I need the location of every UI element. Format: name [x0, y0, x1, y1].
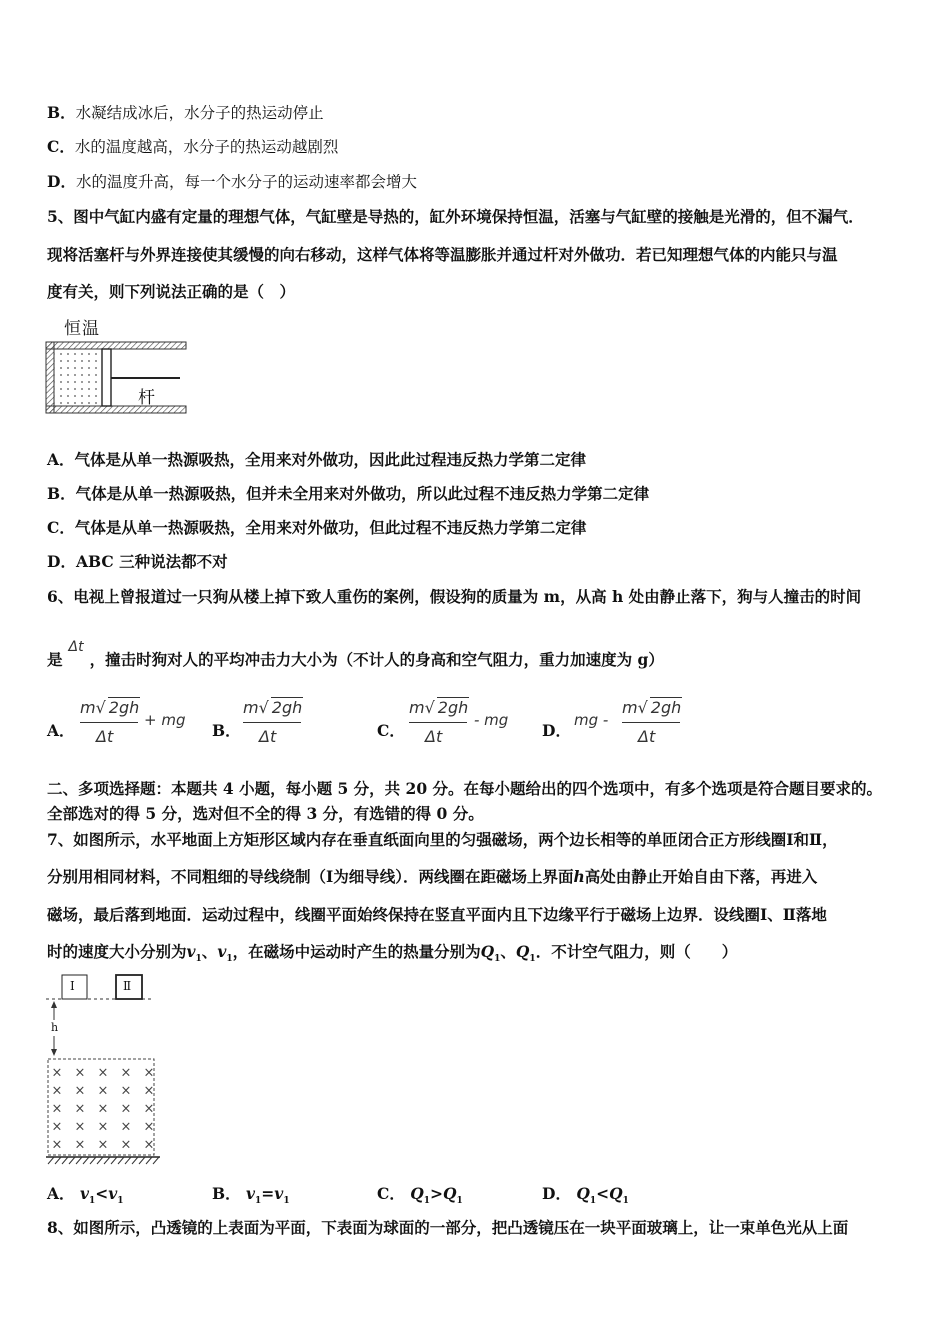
field-crosses [52, 1066, 155, 1153]
q7-option-c [377, 1182, 463, 1206]
option-text: 气体是从单一热源吸热，全用来对外做功，但此过程不违反热力学第二定律 [74, 518, 587, 537]
field-cross: × [143, 1065, 155, 1081]
q6-line2-pre: 是 [47, 650, 63, 669]
ground-hatch-stroke [76, 1157, 82, 1164]
subscript: 1 [255, 1196, 262, 1207]
subscript: 1 [423, 1196, 431, 1207]
option-label: A． [47, 450, 75, 469]
q6-stem-line1: 6、电视上曾报道过一只狗从楼上掉下致人重伤的案例，假设狗的质量为 m，从高 h 处由静止落下，狗与人撞击的时间 [47, 587, 862, 606]
ground-hatch [48, 1157, 159, 1164]
subscript: 1 [195, 954, 202, 965]
label-rod: 杆 [138, 388, 155, 408]
q6-option-a-extra: + mg [144, 711, 186, 729]
q6-option-d-label: D． [542, 721, 571, 740]
q5-option-c [47, 516, 586, 538]
ground-hatch-stroke [62, 1157, 68, 1164]
field-cross: × [143, 1119, 155, 1135]
option-text: 气体是从单一热源吸热，全用来对外做功，因此此过程违反热力学第二定律 [74, 450, 587, 469]
relation: < [95, 1184, 109, 1203]
q7-line4-part-e: ．不计空气阻力，则（ ） [535, 942, 738, 961]
var-q: Q [515, 942, 530, 961]
field-cross: × [120, 1083, 132, 1099]
var-q: Q [480, 942, 495, 961]
denominator: Δt [425, 727, 443, 746]
q7-line4-part-a: 时的速度大小分别为 [47, 942, 187, 961]
gas-region [54, 349, 102, 406]
field-cross: × [120, 1137, 132, 1153]
var-q: Q [609, 1184, 623, 1203]
q5-option-b [47, 482, 649, 504]
q6-stem-line2 [47, 639, 664, 670]
option-label: C． [47, 518, 75, 537]
field-cross: × [74, 1083, 86, 1099]
numerator: m√ 2gh [80, 698, 140, 717]
q7-option-a [47, 1182, 124, 1206]
delta-t: Δt [68, 639, 84, 655]
option-text: 气体是从单一热源吸热，但并未全用来对外做功，所以此过程不违反热力学第二定律 [75, 484, 650, 503]
h-label: h [51, 1021, 59, 1034]
subscript: 1 [117, 1196, 124, 1207]
var-v: v [246, 1184, 256, 1203]
fraction-bar [622, 722, 680, 723]
q7-stem-line2 [47, 865, 817, 887]
option-text: 水凝结成冰后，水分子的热运动停止 [75, 104, 324, 122]
q7-line4-part-c: ，在磁场中运动时产生的热量分别为 [232, 942, 481, 961]
field-cross: × [97, 1137, 109, 1153]
ground-hatch-stroke [153, 1157, 159, 1164]
option-label: D． [47, 172, 76, 191]
field-cross: × [143, 1137, 155, 1153]
option-label: B． [212, 1184, 241, 1203]
denominator: Δt [259, 727, 277, 746]
denominator: Δt [638, 727, 656, 746]
denominator: Δt [96, 727, 114, 746]
fraction-bar [243, 722, 301, 723]
cylinder-top-wall [46, 342, 186, 349]
option-label: C． [377, 1184, 405, 1203]
section2-header-line1: 二、多项选择题：本题共 4 小题，每小题 5 分，共 20 分。在每小题给出的四个选项中，有多个选项是符合题目要求的。 [47, 779, 883, 798]
ground-hatch-stroke [139, 1157, 145, 1164]
subscript: 1 [622, 1196, 629, 1207]
field-cross: × [51, 1083, 63, 1099]
relation: = [261, 1184, 275, 1203]
q6-option-c-label: C． [377, 721, 405, 740]
subscript: 1 [88, 1196, 96, 1207]
option-label: A． [47, 1184, 75, 1203]
option-label: D． [542, 1184, 571, 1203]
subscript: 1 [494, 954, 501, 965]
var-q: Q [443, 1184, 457, 1203]
q5-option-d [47, 550, 228, 572]
q7-option-b [212, 1182, 290, 1206]
option-label: B． [47, 484, 76, 503]
q5-option-a [47, 448, 586, 470]
q7-line2-h: h [573, 867, 585, 886]
ground-hatch-stroke [90, 1157, 96, 1164]
label-constant-temp: 恒温 [64, 319, 100, 339]
numerator: m√ 2gh [243, 698, 303, 717]
subscript: 1 [456, 1196, 463, 1207]
field-cross: × [97, 1101, 109, 1117]
section2-header-line2: 全部选对的得 5 分，选对但不全的得 3 分，有选错的得 0 分。 [47, 804, 484, 823]
h-arrow-up-head [51, 1001, 57, 1008]
field-cross: × [51, 1119, 63, 1135]
q4-option-c [47, 135, 338, 157]
q4-option-d [47, 170, 417, 192]
q7-magnetic-field-figure [44, 970, 166, 1170]
ground-hatch-stroke [104, 1157, 110, 1164]
field-cross: × [74, 1065, 86, 1081]
field-cross: × [74, 1137, 86, 1153]
numerator: m√ 2gh [622, 698, 682, 717]
ground-hatch-stroke [97, 1157, 103, 1164]
q7-option-d [542, 1182, 629, 1206]
fraction-bar [409, 722, 467, 723]
option-text: 水的温度越高，水分子的热运动越剧烈 [74, 138, 339, 156]
ground-hatch-stroke [125, 1157, 131, 1164]
field-cross: × [120, 1119, 132, 1135]
ground-hatch-stroke [48, 1157, 54, 1164]
h-arrow-down-head [51, 1049, 57, 1056]
field-cross: × [74, 1119, 86, 1135]
ground-hatch-stroke [111, 1157, 117, 1164]
ground-hatch-stroke [132, 1157, 138, 1164]
ground-hatch-stroke [83, 1157, 89, 1164]
ground-hatch-stroke [146, 1157, 152, 1164]
subscript: 1 [589, 1196, 597, 1207]
field-cross: × [97, 1083, 109, 1099]
option-label: D． [47, 552, 76, 571]
q7-line2-part-a: 分别用相同材料，不同粗细的导线绕制（Ⅰ为细导线）．两线圈在距磁场上界面 [47, 867, 574, 886]
separator: 、 [201, 942, 218, 961]
field-cross: × [97, 1065, 109, 1081]
field-cross: × [51, 1065, 63, 1081]
field-cross: × [143, 1083, 155, 1099]
field-cross: × [120, 1101, 132, 1117]
piston [102, 349, 111, 406]
field-cross: × [51, 1101, 63, 1117]
ground-hatch-stroke [69, 1157, 75, 1164]
var-q: Q [576, 1184, 590, 1203]
field-cross: × [143, 1101, 155, 1117]
var-q: Q [410, 1184, 424, 1203]
option-label: B． [47, 103, 76, 122]
option-text: 水的温度升高，每一个水分子的运动速率都会增大 [75, 173, 417, 191]
numerator: m√ 2gh [409, 698, 469, 717]
var-v: v [108, 1184, 118, 1203]
q6-option-c-extra: - mg [474, 711, 509, 729]
q7-line2-part-b: 高处由静止开始自由下落，再进入 [584, 867, 818, 886]
q6-option-d-pre: mg - [574, 711, 609, 729]
option-label: C． [47, 137, 75, 156]
q7-stem-line1: 7、如图所示，水平地面上方矩形区域内存在垂直纸面向里的匀强磁场，两个边长相等的单匝闭合正方形线圈Ⅰ和Ⅱ， [47, 830, 838, 849]
cylinder-left-wall [46, 342, 54, 413]
relation: < [596, 1184, 610, 1203]
cylinder-bottom-wall [46, 406, 186, 413]
q8-stem-line1: 8、如图所示，凸透镜的上表面为平面，下表面为球面的一部分，把凸透镜压在一块平面玻璃上，让一束单色光从上面 [47, 1218, 849, 1237]
q5-cylinder-figure [44, 316, 194, 418]
fraction-bar [80, 722, 138, 723]
subscript: 1 [529, 954, 536, 965]
q7-stem-line4 [47, 940, 737, 964]
field-cross: × [97, 1119, 109, 1135]
field-cross: × [74, 1101, 86, 1117]
coil-ii-label: Ⅱ [123, 979, 132, 993]
q6-option-b-label: B． [212, 721, 241, 740]
subscript: 1 [283, 1196, 290, 1207]
ground-hatch-stroke [118, 1157, 124, 1164]
q4-option-b [47, 101, 324, 123]
q5-stem-line3: 度有关，则下列说法正确的是（ ） [47, 282, 296, 301]
field-cross: × [51, 1137, 63, 1153]
var-v: v [217, 942, 227, 961]
var-v: v [186, 942, 196, 961]
q6-option-a-label: A． [47, 721, 75, 740]
field-diagram [44, 970, 166, 1170]
q5-stem-line2: 现将活塞杆与外界连接使其缓慢的向右移动，这样气体将等温膨胀并通过杆对外做功．若已知理想气体的内能只与温 [47, 245, 838, 264]
var-v: v [79, 1184, 89, 1203]
option-text: ABC 三种说法都不对 [75, 552, 228, 571]
relation: > [430, 1184, 444, 1203]
separator: 、 [500, 942, 516, 961]
q7-stem-line3: 磁场，最后落到地面．运动过程中，线圈平面始终保持在竖直平面内且下边缘平行于磁场上边界．设线圈Ⅰ、Ⅱ落地 [47, 905, 827, 924]
subscript: 1 [226, 954, 233, 965]
var-v: v [274, 1184, 284, 1203]
coil-i-label: Ⅰ [70, 979, 75, 993]
field-cross: × [120, 1065, 132, 1081]
q5-stem-line1: 5、图中气缸内盛有定量的理想气体，气缸壁是导热的，缸外环境保持恒温，活塞与气缸壁的接触是光滑的，但不漏气． [47, 207, 864, 226]
q6-line2-post: ，撞击时狗对人的平均冲击力大小为（不计人的身高和空气阻力，重力加速度为 g） [89, 650, 664, 669]
ground-hatch-stroke [55, 1157, 61, 1164]
